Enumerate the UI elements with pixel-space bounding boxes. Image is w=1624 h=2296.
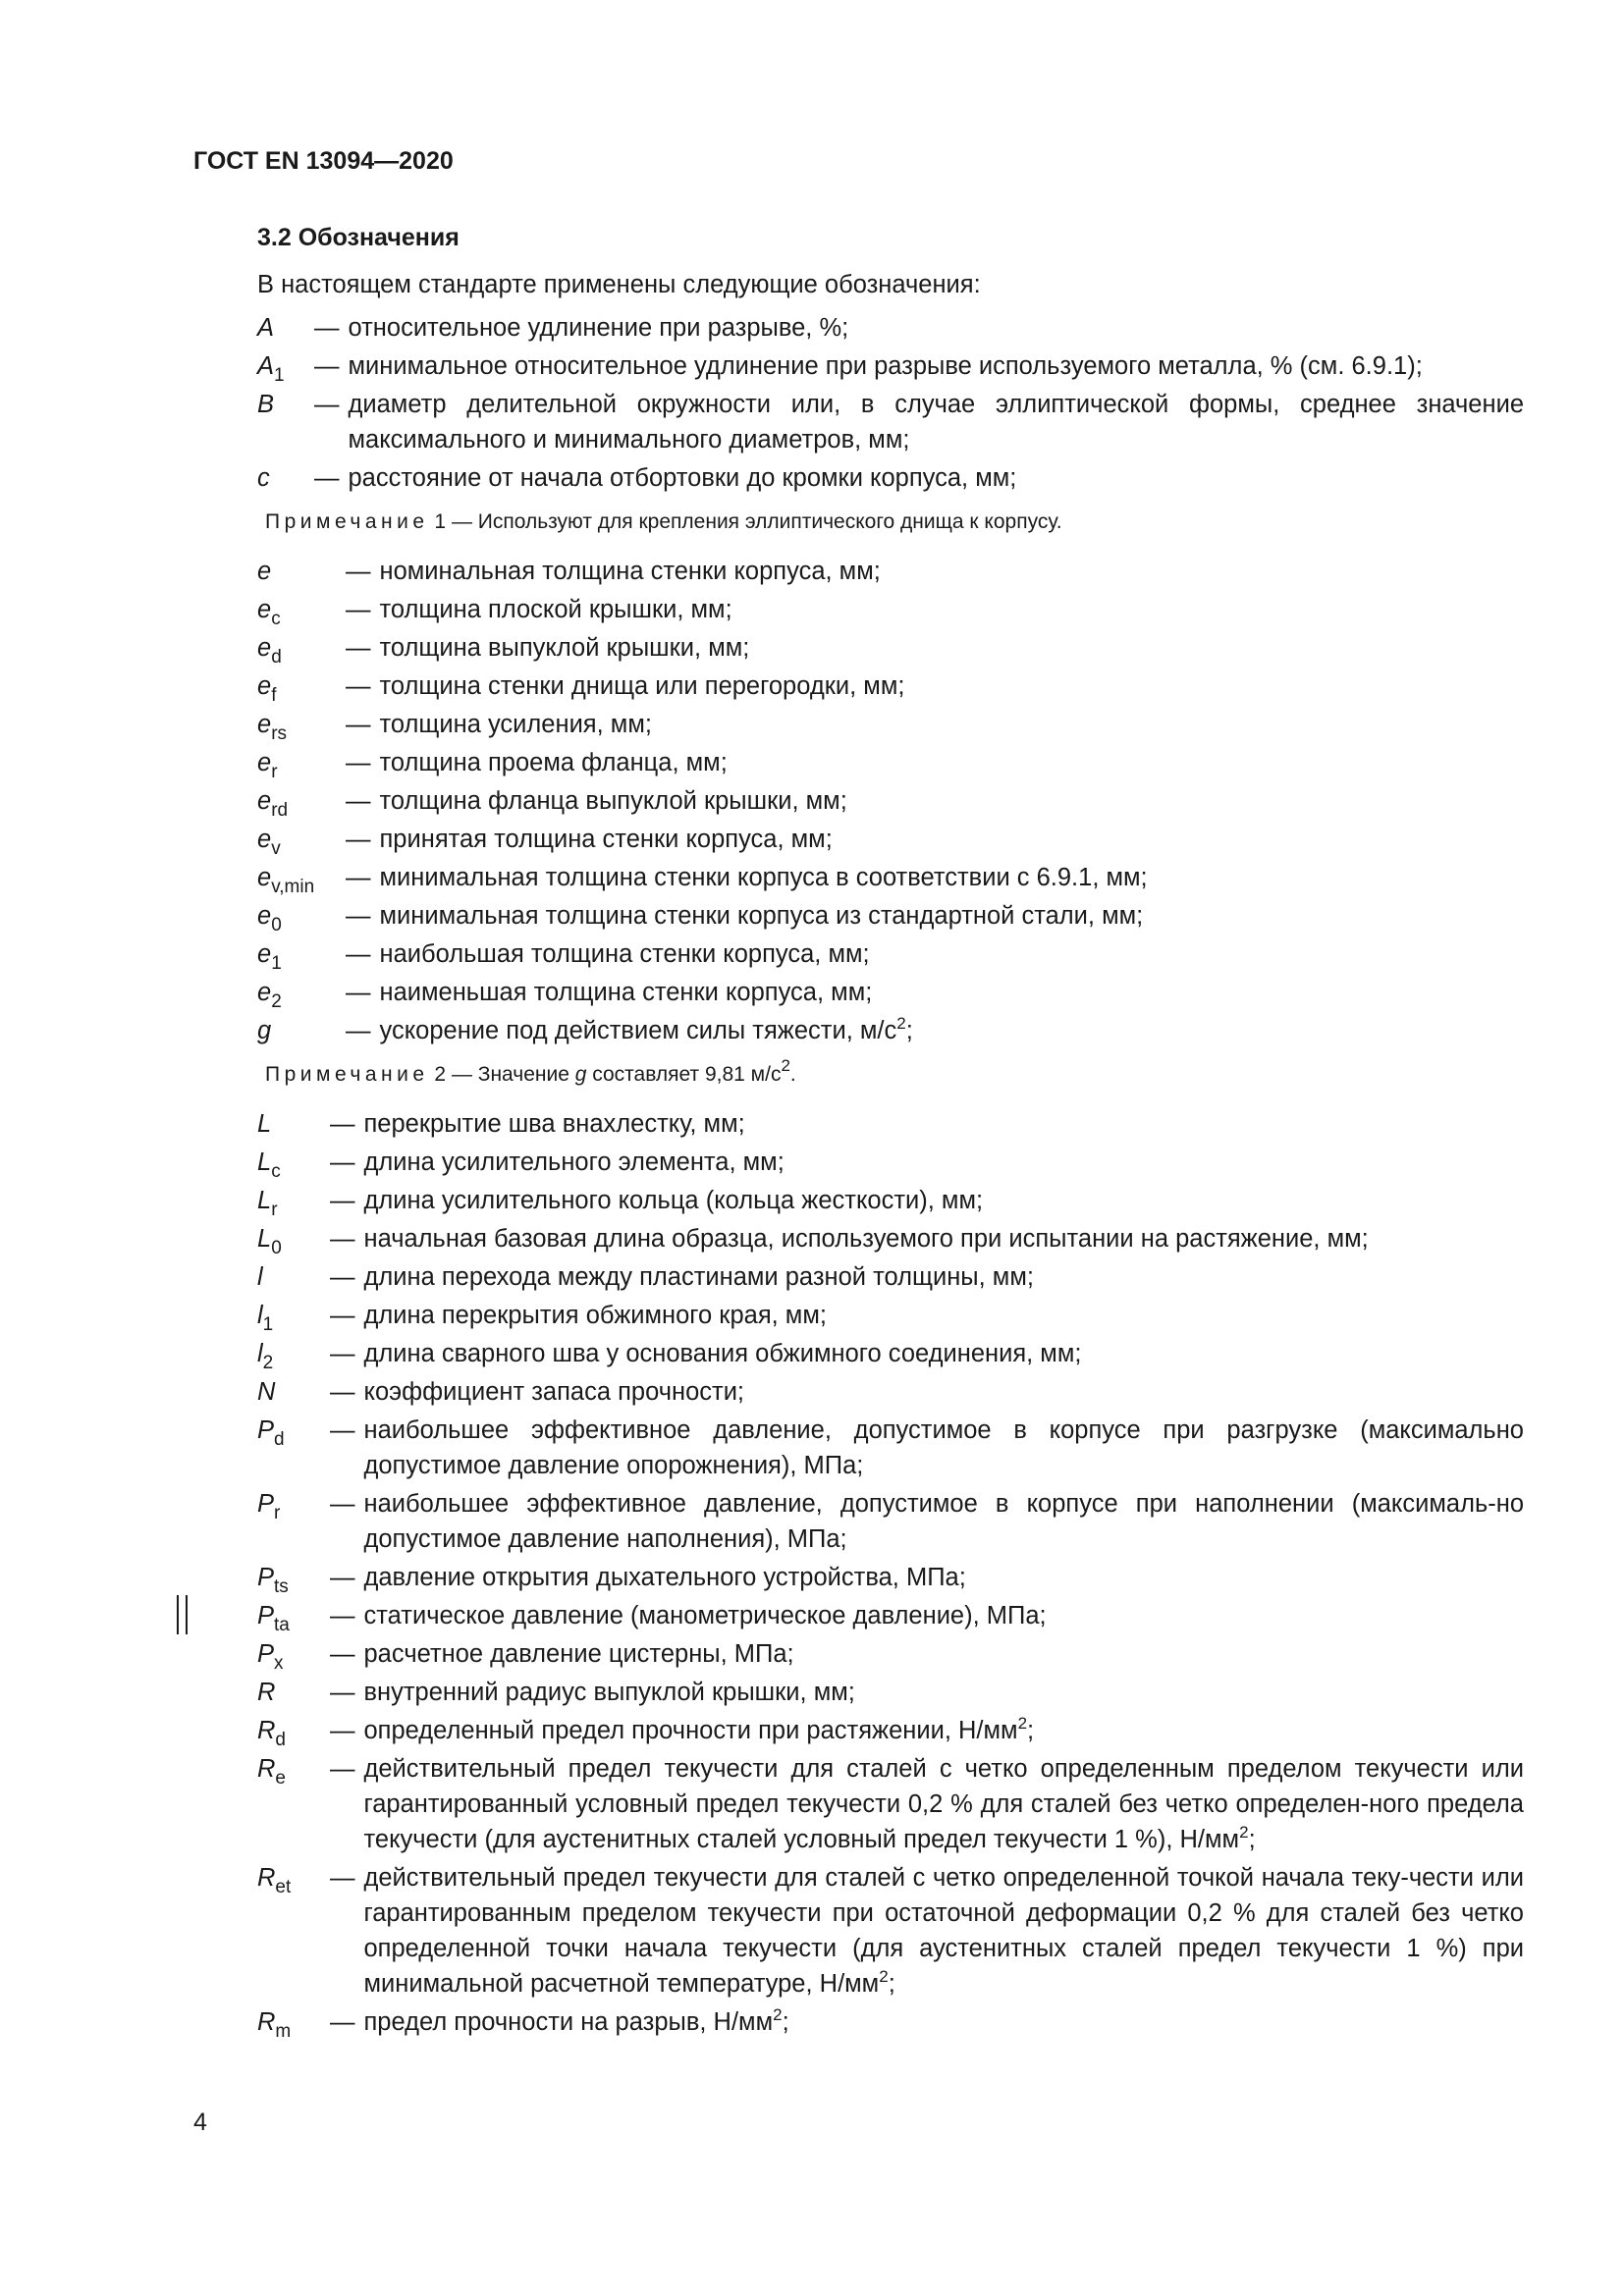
symbol-base: e [257, 558, 272, 585]
designation-entry [257, 1298, 1524, 1333]
note-text: — Используют для крепления эллиптического днища к корпусу. [451, 510, 1062, 533]
em-dash: — [330, 1717, 355, 1744]
em-dash: — [330, 1640, 355, 1668]
designation-entry [257, 1183, 1524, 1218]
symbol-subscript: c [271, 1161, 281, 1182]
symbol-base: e [257, 672, 272, 700]
designation-description [380, 707, 1525, 742]
description-superscript: 2 [773, 2005, 783, 2024]
designation-symbol [257, 1675, 330, 1710]
symbol-base: R [257, 1755, 276, 1783]
symbol-base: e [257, 979, 272, 1006]
description-text: расстояние от начала отбортовки до кромки корпуса, мм; [348, 464, 1017, 492]
designation-entry [257, 387, 1524, 457]
designation-entry [257, 1374, 1524, 1410]
description-superscript: 2 [1017, 1714, 1028, 1733]
designation-entry [257, 1145, 1524, 1180]
em-dash: — [314, 352, 340, 380]
designation-description [364, 1259, 1525, 1295]
em-dash: — [330, 1340, 355, 1367]
designation-entry [257, 1259, 1524, 1295]
em-dash: — [330, 1679, 355, 1706]
symbol-subscript: m [275, 2021, 292, 2042]
symbol-base: P [257, 1602, 275, 1629]
designation-symbol [257, 1221, 330, 1256]
symbol-subscript: 2 [262, 1353, 274, 1373]
symbol-base: R [257, 1717, 276, 1744]
description-text: толщина усиления, мм; [379, 711, 652, 738]
designation-symbol [257, 1298, 330, 1333]
symbol-subscript: ts [274, 1576, 289, 1597]
designation-entry [257, 1860, 1524, 2002]
designation-description [380, 1013, 1525, 1048]
em-dash: — [346, 787, 371, 815]
em-dash: — [330, 1110, 355, 1138]
designation-symbol [257, 1713, 330, 1748]
symbol-list-3 [257, 1106, 1524, 2040]
em-dash: — [346, 1017, 371, 1044]
designation-symbol [257, 2004, 330, 2040]
symbol-base: R [257, 1864, 276, 1892]
symbol-subscript: et [275, 1877, 292, 1897]
em-dash: — [314, 391, 340, 418]
designation-description [364, 1560, 1525, 1595]
designation-entry [257, 554, 1524, 589]
designation-symbol [257, 348, 314, 384]
symbol-base: e [257, 902, 272, 930]
description-end: ; [1027, 1717, 1035, 1744]
symbol-subscript: r [271, 1200, 278, 1220]
description-superscript: 2 [879, 1967, 889, 1986]
designation-description [380, 975, 1525, 1010]
symbol-base: L [257, 1148, 272, 1176]
symbol-base: c [257, 464, 270, 492]
em-dash: — [330, 1187, 355, 1214]
designation-symbol [257, 707, 346, 742]
designation-description [364, 1221, 1525, 1256]
description-end: ; [1248, 1826, 1256, 1853]
page-number: 4 [193, 2109, 207, 2136]
designation-symbol [257, 460, 314, 496]
symbol-subscript: d [274, 1429, 285, 1450]
designation-symbol [257, 936, 346, 972]
symbol-subscript: rs [271, 723, 288, 744]
description-text: определенный предел прочности при растяжении, Н/мм [363, 1717, 1018, 1744]
note-superscript: 2 [781, 1056, 790, 1075]
description-text: толщина проема фланца, мм; [379, 749, 728, 776]
em-dash: — [330, 1263, 355, 1291]
em-dash: — [346, 979, 371, 1006]
description-end: ; [905, 1017, 913, 1044]
symbol-subscript: rd [271, 800, 289, 821]
symbol-base: e [257, 826, 272, 853]
designation-symbol [257, 1751, 330, 1857]
description-text: ускорение под действием силы тяжести, м/с [379, 1017, 897, 1044]
designation-description [364, 1486, 1525, 1557]
designation-entry [257, 310, 1524, 346]
designation-description [380, 630, 1525, 666]
designation-description [364, 1751, 1525, 1857]
symbol-base: L [257, 1225, 272, 1253]
symbol-subscript: 0 [271, 915, 282, 935]
designation-description [380, 898, 1525, 934]
designation-description [364, 1713, 1525, 1748]
em-dash: — [330, 1225, 355, 1253]
em-dash: — [346, 634, 371, 662]
symbol-subscript: c [271, 609, 281, 629]
designation-description [364, 1145, 1525, 1180]
designation-entry [257, 1221, 1524, 1256]
designation-symbol [257, 1598, 330, 1633]
change-margin-marker [177, 1595, 188, 1634]
section-title: 3.2 Обозначения [257, 224, 460, 251]
note-text-after: составляет 9,81 м/с [586, 1063, 782, 1086]
em-dash: — [330, 1416, 355, 1444]
designation-symbol [257, 387, 314, 457]
designation-symbol [257, 554, 346, 589]
em-dash: — [330, 1148, 355, 1176]
symbol-subscript: e [275, 1768, 286, 1789]
description-text: минимальная толщина стенки корпуса в соответствии с 6.9.1, мм; [379, 864, 1148, 891]
designation-entry [257, 707, 1524, 742]
symbol-subscript: 1 [262, 1314, 274, 1335]
designation-description [364, 1598, 1525, 1633]
symbol-base: l [257, 1263, 263, 1291]
designation-symbol [257, 1145, 330, 1180]
note-text-before: — Значение [451, 1063, 575, 1086]
designation-description [364, 1636, 1525, 1672]
symbol-subscript: r [271, 762, 278, 782]
designation-description [380, 592, 1525, 627]
em-dash: — [346, 672, 371, 700]
symbol-subscript: r [274, 1503, 281, 1523]
designation-entry [257, 975, 1524, 1010]
designation-symbol [257, 1860, 330, 2002]
designation-symbol [257, 860, 346, 895]
em-dash: — [346, 749, 371, 776]
note-number: 1 [434, 510, 447, 533]
description-text: действительный предел текучести для сталей с четко определенным пределом текучести или гарантированный условный предел текучести 0,2 % для сталей без четко определен-ного предела текучести (для аустенитных сталей условный предел текучести 1 %), Н/мм [363, 1755, 1524, 1853]
symbol-base: e [257, 711, 272, 738]
symbol-subscript: v [271, 838, 281, 859]
symbol-base: P [257, 1564, 275, 1591]
designation-entry [257, 630, 1524, 666]
designation-symbol [257, 1336, 330, 1371]
symbol-base: A [257, 314, 275, 342]
designation-description [349, 310, 1525, 346]
description-text: наименьшая толщина стенки корпуса, мм; [379, 979, 873, 1006]
designation-symbol [257, 310, 314, 346]
designation-entry [257, 592, 1524, 627]
designation-symbol [257, 1013, 346, 1048]
em-dash: — [314, 314, 340, 342]
designation-description [380, 936, 1525, 972]
designation-symbol [257, 898, 346, 934]
description-text: толщина стенки днища или перегородки, мм; [379, 672, 905, 700]
document-header: ГОСТ EN 13094—2020 [193, 147, 454, 175]
em-dash: — [330, 1564, 355, 1591]
symbol-base: N [257, 1378, 276, 1406]
designation-entry [257, 745, 1524, 780]
note-variable: g [574, 1063, 587, 1086]
designation-description [364, 1413, 1525, 1483]
description-text: действительный предел текучести для сталей с четко определенной точкой начала теку-чести или гарантированным пределом текучести при остаточной деформации 0,2 % для сталей без четко определенной точки начала текучести (для аустенитных сталей предел текучести 1 %) при минимальной расчетной температуре, Н/мм [363, 1864, 1524, 1998]
description-text: относительное удлинение при разрыве, %; [348, 314, 849, 342]
symbol-base: l [257, 1302, 263, 1329]
symbol-base: P [257, 1416, 275, 1444]
symbol-base: e [257, 634, 272, 662]
designation-symbol [257, 1560, 330, 1595]
description-text: давление открытия дыхательного устройства, МПа; [363, 1564, 966, 1591]
description-end: ; [782, 2008, 789, 2036]
designation-description [380, 745, 1525, 780]
description-superscript: 2 [896, 1014, 906, 1033]
description-text: минимальное относительное удлинение при разрыве используемого металла, % (см. 6.9.1); [348, 352, 1423, 380]
symbol-base: e [257, 596, 272, 623]
designation-description [364, 1374, 1525, 1410]
symbol-base: R [257, 2008, 276, 2036]
designation-symbol [257, 1413, 330, 1483]
designation-description [380, 860, 1525, 895]
symbol-base: g [257, 1017, 272, 1044]
designation-entry [257, 1598, 1524, 1633]
designation-symbol [257, 783, 346, 819]
description-text: коэффициент запаса прочности; [363, 1378, 745, 1406]
symbol-base: L [257, 1187, 272, 1214]
designation-entry [257, 1336, 1524, 1371]
symbol-subscript: ta [274, 1615, 290, 1635]
designation-entry [257, 822, 1524, 857]
symbol-subscript: 2 [271, 991, 282, 1012]
designation-symbol [257, 1183, 330, 1218]
designation-symbol [257, 745, 346, 780]
designation-entry [257, 460, 1524, 496]
em-dash: — [346, 596, 371, 623]
em-dash: — [346, 864, 371, 891]
em-dash: — [346, 826, 371, 853]
description-text: предел прочности на разрыв, Н/мм [363, 2008, 774, 2036]
symbol-list-2 [257, 554, 1524, 1048]
designation-entry [257, 2004, 1524, 2040]
em-dash: — [330, 2008, 355, 2036]
symbol-subscript: f [271, 685, 277, 706]
symbol-subscript: d [275, 1730, 286, 1750]
symbol-subscript: 1 [271, 953, 282, 974]
description-text: длина усилительного элемента, мм; [363, 1148, 785, 1176]
designation-description [349, 348, 1525, 384]
symbol-subscript: 0 [271, 1238, 282, 1258]
designation-symbol [257, 975, 346, 1010]
em-dash: — [330, 1302, 355, 1329]
symbol-base: P [257, 1490, 275, 1518]
em-dash: — [330, 1602, 355, 1629]
designation-description [364, 2004, 1525, 2040]
designation-entry [257, 1106, 1524, 1142]
designation-description [364, 1860, 1525, 2002]
description-text: длина перехода между пластинами разной толщины, мм; [363, 1263, 1034, 1291]
symbol-base: P [257, 1640, 275, 1668]
note-label: Примечание [265, 510, 429, 533]
note-2 [265, 1056, 1524, 1090]
symbol-subscript: v,min [271, 877, 315, 897]
symbol-subscript: d [271, 647, 282, 667]
description-text: длина сварного шва у основания обжимного соединения, мм; [363, 1340, 1082, 1367]
em-dash: — [346, 558, 371, 585]
designation-entry [257, 1713, 1524, 1748]
description-text: толщина плоской крышки, мм; [379, 596, 732, 623]
designation-entry [257, 1560, 1524, 1595]
designation-symbol [257, 1259, 330, 1295]
em-dash: — [330, 1378, 355, 1406]
note-1 [265, 507, 1524, 537]
description-text: диаметр делительной окружности или, в случае эллиптической формы, среднее значение максимального и минимального диаметров, мм; [348, 391, 1524, 454]
designation-entry [257, 1675, 1524, 1710]
designation-description [364, 1183, 1525, 1218]
description-text: наибольшее эффективное давление, допустимое в корпусе при наполнении (максималь-но допустимое давление наполнения), МПа; [363, 1490, 1524, 1553]
designation-symbol [257, 592, 346, 627]
designation-description [364, 1106, 1525, 1142]
description-superscript: 2 [1239, 1823, 1249, 1842]
description-text: толщина выпуклой крышки, мм; [379, 634, 750, 662]
em-dash: — [330, 1755, 355, 1783]
description-text: принятая толщина стенки корпуса, мм; [379, 826, 833, 853]
em-dash: — [330, 1864, 355, 1892]
em-dash: — [346, 940, 371, 968]
description-text: длина усилительного кольца (кольца жесткости), мм; [363, 1187, 984, 1214]
symbol-base: B [257, 391, 275, 418]
designation-entry [257, 936, 1524, 972]
designation-entry [257, 1413, 1524, 1483]
designations-section [257, 224, 1524, 2043]
description-text: наибольшая толщина стенки корпуса, мм; [379, 940, 870, 968]
designation-entry [257, 1486, 1524, 1557]
em-dash: — [346, 902, 371, 930]
description-end: ; [888, 1970, 895, 1998]
designation-description [364, 1298, 1525, 1333]
description-text: расчетное давление цистерны, МПа; [363, 1640, 794, 1668]
designation-description [364, 1675, 1525, 1710]
description-text: длина перекрытия обжимного края, мм; [363, 1302, 827, 1329]
description-text: начальная базовая длина образца, используемого при испытании на растяжение, мм; [363, 1225, 1369, 1253]
designation-description [380, 668, 1525, 704]
designation-symbol [257, 1636, 330, 1672]
description-text: наибольшее эффективное давление, допустимое в корпусе при разгрузке (максимально допустимое давление опорожнения), МПа; [363, 1416, 1524, 1479]
em-dash: — [314, 464, 340, 492]
designation-entry [257, 860, 1524, 895]
designation-symbol [257, 630, 346, 666]
designation-entry [257, 1013, 1524, 1048]
symbol-base: e [257, 787, 272, 815]
designation-description [349, 387, 1525, 457]
intro-text: В настоящем стандарте применены следующие обозначения: [257, 271, 981, 298]
symbol-subscript: 1 [274, 365, 285, 386]
designation-symbol [257, 668, 346, 704]
designation-description [380, 783, 1525, 819]
designation-description [380, 554, 1525, 589]
designation-symbol [257, 1486, 330, 1557]
description-text: статическое давление (манометрическое давление), МПа; [363, 1602, 1047, 1629]
note-number: 2 [434, 1063, 447, 1086]
symbol-base: A [257, 352, 275, 380]
designation-description [380, 822, 1525, 857]
symbol-base: e [257, 749, 272, 776]
symbol-base: L [257, 1110, 272, 1138]
designation-entry [257, 783, 1524, 819]
designation-description [349, 460, 1525, 496]
note-end: . [789, 1063, 796, 1086]
em-dash: — [330, 1490, 355, 1518]
designation-symbol [257, 1374, 330, 1410]
designation-symbol [257, 1106, 330, 1142]
description-text: перекрытие шва внахлестку, мм; [363, 1110, 745, 1138]
symbol-base: e [257, 940, 272, 968]
designation-entry [257, 1636, 1524, 1672]
symbol-list-1 [257, 310, 1524, 496]
designation-description [364, 1336, 1525, 1371]
symbol-base: e [257, 864, 272, 891]
designation-entry [257, 898, 1524, 934]
symbol-base: l [257, 1340, 263, 1367]
symbol-base: R [257, 1679, 276, 1706]
description-text: номинальная толщина стенки корпуса, мм; [379, 558, 881, 585]
description-text: внутренний радиус выпуклой крышки, мм; [363, 1679, 855, 1706]
designation-symbol [257, 822, 346, 857]
description-text: минимальная толщина стенки корпуса из стандартной стали, мм; [379, 902, 1144, 930]
designation-entry [257, 348, 1524, 384]
description-text: толщина фланца выпуклой крышки, мм; [379, 787, 847, 815]
em-dash: — [346, 711, 371, 738]
note-label: Примечание [265, 1063, 429, 1086]
designation-entry [257, 668, 1524, 704]
designation-entry [257, 1751, 1524, 1857]
symbol-subscript: x [274, 1653, 284, 1674]
